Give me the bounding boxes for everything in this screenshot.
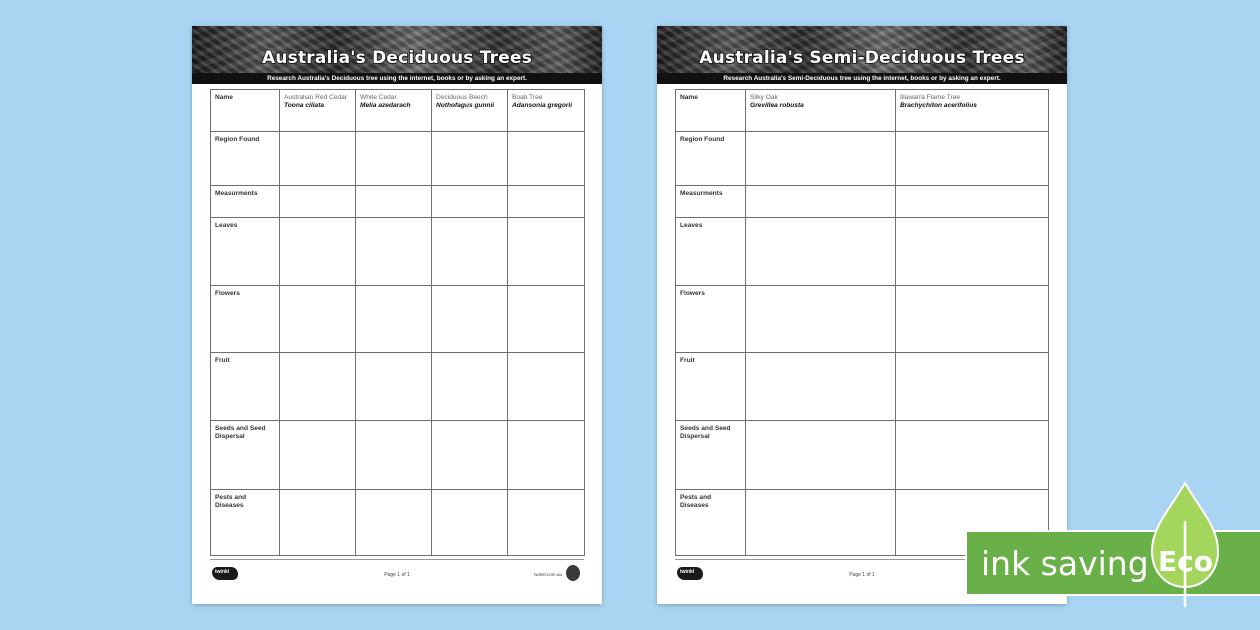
research-table [210,89,585,556]
footer-badge-icon [566,565,580,581]
tree-common-name: Silky Oak [749,94,778,101]
tree-header-cell [432,90,508,132]
row-label: Pests and Diseases [676,490,746,556]
tree-latin-name: Nothofagus gunnii [436,102,495,110]
row-label: Seeds and Seed Dispersal [211,421,280,490]
title-banner [192,26,602,74]
answer-cell[interactable] [508,186,585,218]
answer-cell[interactable] [356,421,432,490]
title-banner [657,26,1067,74]
tree-header-cell [280,90,356,132]
answer-cell[interactable] [745,353,895,421]
tree-header-cell [508,90,585,132]
answer-cell[interactable] [895,218,1048,286]
table-row [211,286,585,353]
table-row [211,490,585,556]
answer-cell[interactable] [895,353,1048,421]
row-label-name: Name [211,90,280,132]
answer-cell[interactable] [508,353,585,421]
row-label: Fruit [211,353,280,421]
worksheet-instructions: Research Australia's Semi-Deciduous tree using the internet, books or by asking an expert. [657,73,1067,84]
table-row [211,186,585,218]
answer-cell[interactable] [508,218,585,286]
answer-cell[interactable] [895,286,1048,353]
tree-common-name: Deciduous Beech [436,94,488,101]
answer-cell[interactable] [745,490,895,556]
answer-cell[interactable] [745,218,895,286]
worksheet-deciduous [192,26,602,604]
footer-url: twinkl.com.au [534,572,562,577]
table-row [211,421,585,490]
tree-header-cell [895,90,1048,132]
row-label: Seeds and Seed Dispersal [676,421,746,490]
row-label: Fruit [676,353,746,421]
row-label: Pests and Diseases [211,490,280,556]
answer-cell[interactable] [895,186,1048,218]
tree-latin-name: Melia azedarach [360,102,411,110]
answer-cell[interactable] [432,421,508,490]
answer-cell[interactable] [432,218,508,286]
row-label: Leaves [676,218,746,286]
tree-latin-name: Adansonia gregorii [512,102,573,110]
tree-latin-name: Brachychiton acerifolius [899,102,977,110]
row-label: Region Found [211,132,280,186]
answer-cell[interactable] [356,490,432,556]
answer-cell[interactable] [280,353,356,421]
answer-cell[interactable] [356,286,432,353]
answer-cell[interactable] [280,286,356,353]
answer-cell[interactable] [508,132,585,186]
table-row [676,286,1049,353]
answer-cell[interactable] [745,186,895,218]
research-table [675,89,1049,556]
worksheet-title: Australia's Semi-Deciduous Trees [699,48,1025,68]
page-number: Page 1 of 1 [849,572,875,578]
answer-cell[interactable] [280,421,356,490]
answer-cell[interactable] [356,353,432,421]
footer-divider [210,559,584,560]
tree-common-name: Boab Tree [512,94,543,101]
row-label: Leaves [211,218,280,286]
table-row [676,218,1049,286]
row-label: Measurments [676,186,746,218]
answer-cell[interactable] [280,186,356,218]
page-number: Page 1 of 1 [384,572,410,578]
row-label: Measurments [211,186,280,218]
answer-cell[interactable] [356,218,432,286]
table-row [211,218,585,286]
worksheet-instructions: Research Australia's Deciduous tree using the internet, books or by asking an expert. [192,73,602,84]
answer-cell[interactable] [745,132,895,186]
table-row [676,186,1049,218]
table-row [676,132,1049,186]
worksheet-title: Australia's Deciduous Trees [261,48,533,68]
answer-cell[interactable] [280,490,356,556]
worksheet-semi-deciduous [657,26,1067,604]
row-label: Region Found [676,132,746,186]
tree-common-name: Australian Red Cedar [284,94,348,101]
answer-cell[interactable] [432,490,508,556]
twinkl-logo-text: twinkl [215,569,230,575]
answer-cell[interactable] [745,421,895,490]
answer-cell[interactable] [356,132,432,186]
answer-cell[interactable] [280,132,356,186]
tree-common-name: White Cedar [360,94,397,101]
table-row [211,132,585,186]
tree-header-cell [356,90,432,132]
ink-saving-text: ink saving [981,544,1149,583]
tree-common-name: Illawarra Flame Tree [899,94,961,101]
answer-cell[interactable] [508,421,585,490]
answer-cell[interactable] [432,132,508,186]
answer-cell[interactable] [745,286,895,353]
tree-latin-name: Toona ciliata [284,102,325,110]
tree-latin-name: Grevillea robusta [749,102,804,110]
answer-cell[interactable] [895,132,1048,186]
answer-cell[interactable] [895,421,1048,490]
table-row [211,353,585,421]
answer-cell[interactable] [432,186,508,218]
twinkl-logo-text: twinkl [680,569,695,575]
table-row [676,90,1049,132]
row-label: Flowers [676,286,746,353]
table-row [211,90,585,132]
answer-cell[interactable] [432,286,508,353]
answer-cell[interactable] [508,286,585,353]
eco-label: Eco [1158,545,1213,578]
row-label: Flowers [211,286,280,353]
row-label-name: Name [676,90,746,132]
tree-header-cell [745,90,895,132]
table-row [676,353,1049,421]
table-row [676,421,1049,490]
answer-cell[interactable] [432,353,508,421]
answer-cell[interactable] [508,490,585,556]
answer-cell[interactable] [280,218,356,286]
answer-cell[interactable] [356,186,432,218]
